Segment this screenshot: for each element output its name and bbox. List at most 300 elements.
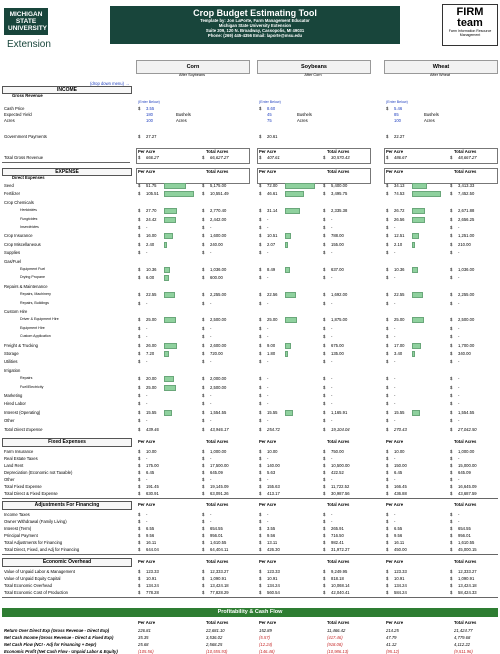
direct-per-acre-5-2[interactable]: - [394,225,396,230]
gross-total-dollar-0: $ [202,155,205,160]
fixed-total-dollar-4-1: $ [323,477,326,482]
profit-total-2-0: 2,568.25 [206,642,223,647]
direct-per-acre-13-0[interactable]: 22.55 [146,292,157,298]
direct-per-acre-3-2[interactable]: 26.72 [394,208,405,214]
crop-header-0[interactable]: Corn [136,60,250,74]
direct-per-dollar-14-0: $ [138,300,141,306]
direct-total-dollar-13-1: $ [323,292,326,298]
financing-per-dollar-1-0: $ [138,519,141,524]
direct-per-acre-25-0[interactable]: - [146,393,148,398]
direct-per-acre-27-2[interactable]: 15.55 [394,409,405,415]
per-acre-head-2: Per Acre [386,149,404,154]
gov-dollar-0: $ [138,134,141,139]
direct-per-acre-4-1[interactable]: - [267,216,269,222]
direct-total-dollar-28-0: $ [202,418,205,424]
direct-total-dollar-6-2: $ [450,233,453,239]
direct-row-label-17: Equipment Hire [20,325,45,330]
direct-total-21-2: - [458,359,460,365]
fixed-per-acre-5-1: 155.63 [267,484,280,489]
direct-per-acre-20-2[interactable]: 3.40 [394,351,403,356]
direct-total-25-0: - [210,393,212,398]
financing-total-dollar-5-1: $ [323,547,326,552]
fixed-per-acre-head-1: Per Acre [259,439,277,444]
direct-per-acre-8-1[interactable]: - [267,250,269,256]
direct-total-dollar-25-1: $ [323,393,326,398]
direct-total-dollar-28-2: $ [450,418,453,424]
direct-per-acre-19-1[interactable]: 9.00 [267,342,276,348]
direct-per-acre-29-0: 439.46 [146,426,159,432]
direct-total-dollar-28-1: $ [323,418,326,424]
direct-per-dollar-20-0: $ [138,351,141,356]
direct-per-acre-3-0[interactable]: 27.70 [146,208,157,214]
direct-per-dollar-14-1: $ [259,300,262,306]
direct-total-dollar-21-2: $ [450,359,453,365]
direct-per-dollar-17-1: $ [259,325,262,331]
financing-per-acre-2-0: 6.55 [146,526,155,531]
direct-per-acre-28-1[interactable]: - [267,418,269,424]
direct-per-acre-14-1[interactable]: - [267,300,269,306]
direct-row-label-3: Herbicides [20,208,37,213]
direct-per-acre-1-1[interactable]: 46.61 [267,191,278,197]
direct-per-acre-10-0[interactable]: 10.36 [146,267,157,272]
direct-total-11-1: - [331,275,333,281]
financing-per-acre-3-0: 9.56 [146,533,155,538]
fixed-per-dollar-6-1: $ [259,491,262,496]
direct-total-dollar-11-0: $ [202,275,205,281]
yield-input-2[interactable]: 85 [394,112,399,117]
financing-total-dollar-2-1: $ [323,526,326,531]
financing-total-head-2: Total Acres [454,502,477,507]
direct-total-7-1: 155.00 [331,241,344,247]
overhead-per-acre-1-0: 10.91 [146,576,157,581]
direct-per-acre-26-2[interactable]: - [394,401,396,407]
direct-row-label-25: Marketing [4,393,23,398]
fixed-total-dollar-0-0: $ [202,449,205,454]
direct-per-dollar-0-1: $ [259,183,262,188]
direct-per-acre-14-0[interactable]: - [146,300,148,306]
direct-per-acre-10-1[interactable]: 8.49 [267,267,276,272]
acres-input-0[interactable]: 100 [146,118,153,123]
fixed-per-dollar-4-2: $ [386,477,389,482]
gov-dollar-1: $ [259,134,262,139]
direct-per-acre-5-1[interactable]: - [267,225,269,230]
direct-per-acre-17-1[interactable]: - [267,325,269,331]
direct-total-dollar-24-0: $ [202,384,205,390]
direct-per-acre-4-2[interactable]: 26.56 [394,216,405,222]
direct-per-acre-27-0[interactable]: 15.55 [146,409,157,415]
direct-share-bar-20-2 [412,351,415,357]
direct-total-dollar-17-1: $ [323,325,326,331]
crop-previous-1: After Corn [304,73,322,77]
direct-total-16-0: 2,500.00 [210,317,227,323]
enter-below-0: (Enter Below) [138,100,160,104]
fixed-total-3-2: 645.09 [458,470,471,475]
yield-input-0[interactable]: 180 [146,112,153,117]
direct-per-acre-10-2[interactable]: 10.36 [394,267,405,272]
financing-total-dollar-4-0: $ [202,540,205,545]
fixed-total-1-0: - [210,456,212,461]
financing-per-dollar-3-1: $ [259,533,262,538]
financing-per-acre-0-1: - [267,512,269,517]
cash-price-input-2[interactable]: 5.46 [394,106,403,111]
title-panel [110,6,400,44]
direct-total-dollar-27-1: $ [323,409,326,415]
fixed-total-3-1: 422.52 [331,470,344,475]
direct-per-acre-11-2[interactable]: - [394,275,396,281]
fixed-total-dollar-1-0: $ [202,456,205,461]
profit-per-acre-2-2: 41.12 [386,642,397,647]
direct-per-acre-head-0: Per Acre [138,169,156,174]
fixed-per-acre-5-2: 166.45 [394,484,407,489]
overhead-per-dollar-0-2: $ [386,569,389,574]
direct-per-dollar-23-2: $ [386,376,389,382]
financing-per-acre-4-0: 16.11 [146,540,157,545]
profit-per-acre-1-0: 35.35 [138,635,149,640]
direct-total-28-0: - [210,418,212,424]
direct-share-bar-7-0 [164,242,167,248]
direct-per-acre-23-1[interactable]: - [267,376,269,382]
direct-per-dollar-24-0: $ [138,384,141,390]
direct-per-acre-8-0[interactable]: - [146,250,148,256]
credit-line-3: Suite 209, 120 N. Broadway, Cassopolis, MI 49031 [205,28,305,33]
gross-per-dollar-1: $ [259,155,262,160]
acres-input-1[interactable]: 75 [267,118,272,123]
financing-total-dollar-2-2: $ [450,526,453,531]
financing-total-3-0: 956.01 [210,533,223,538]
yield-unit-1: Bushels [297,112,312,117]
direct-per-dollar-4-0: $ [138,216,141,222]
expected-yield-label: Expected Yield [4,112,32,117]
direct-per-dollar-25-1: $ [259,393,262,398]
direct-per-dollar-19-0: $ [138,342,141,348]
direct-per-acre-17-0[interactable]: - [146,325,148,331]
direct-per-dollar-7-2: $ [386,241,389,247]
direct-per-acre-1-0[interactable]: 105.51 [146,191,159,197]
direct-total-dollar-6-1: $ [323,233,326,239]
direct-per-acre-14-2[interactable]: - [394,300,396,306]
direct-share-bar-7-1 [285,242,288,248]
financing-header: Adjustments For Financing [2,501,132,510]
direct-per-acre-7-2[interactable]: 2.10 [394,241,403,247]
direct-per-acre-26-0[interactable]: - [146,401,148,407]
direct-per-acre-18-2[interactable]: - [394,334,396,340]
direct-per-acre-8-2[interactable]: - [394,250,396,256]
direct-per-dollar-5-2: $ [386,225,389,230]
direct-total-dollar-3-0: $ [202,208,205,214]
fixed-total-6-1: 30,987.56 [331,491,350,496]
direct-per-acre-6-2[interactable]: 12.51 [394,233,405,239]
direct-total-27-0: 1,554.55 [210,409,227,415]
financing-per-dollar-0-2: $ [386,512,389,517]
financing-per-acre-0-2: - [394,512,396,517]
direct-total-dollar-7-1: $ [323,241,326,247]
direct-total-11-2: - [458,275,460,281]
overhead-per-acre-head-2: Per Acre [386,559,404,564]
direct-per-acre-7-0[interactable]: 2.40 [146,241,155,247]
overhead-per-dollar-3-2: $ [386,590,389,595]
financing-total-dollar-1-1: $ [323,519,326,524]
fixed-total-dollar-4-0: $ [202,477,205,482]
direct-per-acre-13-2[interactable]: 22.55 [394,292,405,298]
direct-per-acre-24-1[interactable]: - [267,384,269,390]
financing-total-4-1: 982.41 [331,540,344,545]
fixed-per-acre-head-0: Per Acre [138,439,156,444]
overhead-total-dollar-2-2: $ [450,583,453,588]
overhead-total-dollar-0-0: $ [202,569,205,574]
direct-total-5-1: - [331,225,333,230]
overhead-per-dollar-2-2: $ [386,583,389,588]
direct-total-7-2: 210.00 [458,241,471,247]
direct-share-bar-0-1 [285,183,315,189]
financing-row-label-4: Total Adjustments for Financing [4,540,63,545]
direct-per-acre-13-1[interactable]: 22.56 [267,292,278,298]
direct-per-acre-20-1[interactable]: 1.80 [267,351,276,356]
direct-total-29-1: 19,104.04 [331,426,350,432]
crop-header-1[interactable]: Soybeans [257,60,371,74]
acres-unit-2: Acres [424,118,435,123]
direct-per-dollar-27-0: $ [138,409,141,415]
direct-per-acre-16-0[interactable]: 25.00 [146,317,157,323]
direct-row-label-20: Storage [4,351,19,356]
yield-input-1[interactable]: 45 [267,112,272,117]
total-gross-label: Total Gross Revenue [4,155,44,160]
financing-total-head-1: Total Acres [327,502,350,507]
direct-per-dollar-29-2: $ [386,426,389,432]
direct-total-dollar-18-2: $ [450,334,453,340]
direct-total-0-1: 5,400.00 [331,183,348,188]
direct-per-acre-11-0[interactable]: 6.00 [146,275,155,281]
direct-per-acre-6-1[interactable]: 10.51 [267,233,278,239]
direct-per-dollar-18-2: $ [386,334,389,340]
crop-header-2[interactable]: Wheat [384,60,498,74]
direct-total-dollar-26-1: $ [323,401,326,407]
direct-per-acre-11-1[interactable]: - [267,275,269,281]
fixed-per-acre-1-2: - [394,456,396,461]
direct-per-dollar-1-1: $ [259,191,262,197]
direct-per-dollar-3-2: $ [386,208,389,214]
direct-row-label-21: Utilities [4,359,18,365]
direct-row-label-4: Fungicides [20,216,38,221]
financing-total-0-2: - [458,512,460,517]
financing-total-dollar-0-0: $ [202,512,205,517]
direct-total-23-1: - [331,376,333,382]
profit-row-label-3: Economic Profit (Net Cash Flow - Unpaid Labor & Equity) [4,649,118,654]
financing-total-5-2: 45,000.15 [458,547,477,552]
direct-total-dollar-5-1: $ [323,225,326,230]
fixed-header: Fixed Expenses [2,438,132,447]
total-acres-head-2: Total Acres [454,149,477,154]
overhead-total-1-1: 818.18 [331,576,344,581]
direct-per-acre-17-2[interactable]: - [394,325,396,331]
direct-share-bar-13-0 [164,292,175,298]
direct-total-14-0: - [210,300,212,306]
overhead-row-label-1: Value of Unpaid Equity Capital [4,576,61,581]
overhead-per-acre-0-1: 123.33 [267,569,280,574]
overhead-per-dollar-0-1: $ [259,569,262,574]
direct-share-bar-16-0 [164,317,176,323]
profit-row-label-1: Net Cash Income (Gross Revenue - Direct & Fixed Exp) [4,635,114,640]
direct-per-acre-24-2[interactable]: - [394,384,396,390]
profit-total-2-1: (918.08) [327,642,343,647]
direct-per-dollar-26-2: $ [386,401,389,407]
direct-total-17-0: - [210,325,212,331]
fixed-total-dollar-6-1: $ [323,491,326,496]
price-dollar-0: $ [138,106,141,111]
direct-per-acre-21-0[interactable]: - [146,359,148,365]
fixed-total-dollar-5-1: $ [323,484,326,489]
profit-total-3-1: (10,986.13) [327,649,349,654]
fixed-total-4-2: - [458,477,460,482]
direct-per-acre-21-1[interactable]: - [267,359,269,365]
direct-total-24-1: - [331,384,333,390]
fixed-total-3-0: 645.09 [210,470,223,475]
direct-per-acre-1-2[interactable]: 74.53 [394,191,405,197]
direct-row-label-14: Repairs, Buildings [20,300,49,305]
overhead-per-acre-1-2: 10.91 [394,576,405,581]
direct-total-20-1: 135.00 [331,351,344,356]
fixed-total-0-1: 750.00 [331,449,344,454]
fixed-total-dollar-3-2: $ [450,470,453,475]
overhead-total-2-0: 13,424.18 [210,583,229,588]
financing-total-dollar-1-0: $ [202,519,205,524]
direct-total-dollar-24-2: $ [450,384,453,390]
direct-per-acre-5-0[interactable]: - [146,225,148,230]
fixed-total-1-2: - [458,456,460,461]
gov-dollar-2: $ [386,134,389,139]
direct-per-acre-20-0[interactable]: 7.20 [146,351,155,356]
financing-row-label-5: Total Direct, Fixed, and Adj for Financing [4,547,80,552]
financing-total-dollar-1-2: $ [450,519,453,524]
direct-per-acre-27-1[interactable]: 15.55 [267,409,278,415]
direct-per-acre-18-0[interactable]: - [146,334,148,340]
direct-per-dollar-29-0: $ [138,426,141,432]
direct-per-acre-19-0[interactable]: 26.00 [146,342,157,348]
direct-per-acre-25-1[interactable]: - [267,393,269,398]
financing-total-head-0: Total Acres [206,502,229,507]
fixed-total-dollar-6-2: $ [450,491,453,496]
direct-total-dollar-13-0: $ [202,292,205,298]
financing-total-0-0: - [210,512,212,517]
acres-input-2[interactable]: 100 [394,118,401,123]
direct-per-dollar-28-2: $ [386,418,389,424]
direct-per-acre-28-0[interactable]: - [146,418,148,424]
fixed-row-label-0: Farm Insurance [4,449,34,454]
direct-per-acre-18-1[interactable]: - [267,334,269,340]
direct-per-acre-24-0[interactable]: 25.00 [146,384,157,390]
direct-total-16-2: 2,500.00 [458,317,475,323]
fixed-total-0-2: 1,000.00 [458,449,475,454]
firm-team-logo [442,4,498,46]
fixed-per-acre-6-0: 630.91 [146,491,159,496]
profit-per-acre-3-2: (95.12) [386,649,400,654]
direct-total-dollar-5-0: $ [202,225,205,230]
financing-per-dollar-4-2: $ [386,540,389,545]
financing-total-dollar-5-0: $ [202,547,205,552]
overhead-per-acre-3-1: 560.54 [267,590,280,595]
overhead-per-acre-3-2: 584.24 [394,590,407,595]
fixed-total-head-2: Total Acres [454,439,477,444]
direct-total-14-2: - [458,300,460,306]
direct-per-acre-19-2[interactable]: 17.00 [394,342,405,348]
fixed-per-acre-5-0: 191.45 [146,484,159,489]
direct-per-dollar-19-1: $ [259,342,262,348]
direct-per-acre-4-0[interactable]: 24.42 [146,216,157,222]
direct-row-label-0: Seed [4,183,14,188]
direct-share-bar-10-0 [164,267,170,273]
direct-per-dollar-7-0: $ [138,241,141,247]
gross-per-dollar-2: $ [386,155,389,160]
direct-per-acre-25-2[interactable]: - [394,393,396,398]
fixed-total-2-2: 15,000.00 [458,463,477,468]
fixed-total-0-0: 1,000.00 [210,449,227,454]
direct-per-acre-0-0[interactable]: 51.75 [146,183,157,188]
fixed-per-acre-head-2: Per Acre [386,439,404,444]
direct-per-dollar-21-0: $ [138,359,141,365]
financing-row-label-0: Income Taxes [4,512,30,517]
direct-per-acre-23-2[interactable]: - [394,376,396,382]
direct-expenses-label: Direct Expenses [12,175,45,180]
direct-share-bar-19-2 [412,343,421,349]
direct-per-dollar-28-1: $ [259,418,262,424]
financing-per-dollar-3-0: $ [138,533,141,538]
direct-per-acre-0-1[interactable]: 72.00 [267,183,278,188]
direct-per-dollar-11-2: $ [386,275,389,281]
fixed-per-dollar-5-2: $ [386,484,389,489]
direct-per-acre-21-2[interactable]: - [394,359,396,365]
direct-share-bar-19-0 [164,343,177,349]
direct-per-acre-16-1[interactable]: 25.00 [267,317,278,323]
direct-row-label-26: Hired Labor [4,401,26,407]
direct-per-acre-23-0[interactable]: 20.00 [146,376,157,382]
direct-per-acre-0-2[interactable]: 34.13 [394,183,405,188]
direct-share-bar-24-0 [164,385,176,391]
overhead-total-dollar-1-1: $ [323,576,326,581]
overhead-total-dollar-1-2: $ [450,576,453,581]
direct-per-acre-7-1[interactable]: 2.07 [267,241,276,247]
direct-total-dollar-27-0: $ [202,409,205,415]
fixed-total-6-0: 63,091.26 [210,491,229,496]
direct-total-dollar-10-1: $ [323,267,326,272]
direct-share-bar-4-2 [412,217,425,223]
profit-total-0-2: 21,424.77 [454,628,473,633]
direct-row-label-7: Crop Miscellaneous [4,241,41,247]
financing-total-4-2: 1,610.55 [458,540,475,545]
direct-share-bar-27-1 [285,410,293,416]
direct-total-18-0: - [210,334,212,340]
profit-row-label-2: Net Cash Flow (NCI - Adj for Financing + Depr) [4,642,97,647]
financing-per-dollar-2-1: $ [259,526,262,531]
cash-price-input-0[interactable]: 3.55 [146,106,155,111]
direct-per-acre-28-2[interactable]: - [394,418,396,424]
direct-per-acre-26-1[interactable]: - [267,401,269,407]
fixed-per-dollar-4-1: $ [259,477,262,482]
overhead-per-dollar-3-1: $ [259,590,262,595]
direct-per-acre-16-2[interactable]: 25.00 [394,317,405,323]
direct-per-acre-3-1[interactable]: 31.14 [267,208,278,214]
direct-total-dollar-7-2: $ [450,241,453,247]
direct-total-18-2: - [458,334,460,340]
direct-per-dollar-10-0: $ [138,267,141,272]
direct-per-dollar-27-2: $ [386,409,389,415]
cash-price-input-1[interactable]: 8.60 [267,106,276,111]
direct-per-acre-6-0[interactable]: 16.00 [146,233,157,239]
fixed-total-6-2: 43,687.59 [458,491,477,496]
profit-total-0-0: 22,681.10 [206,628,225,633]
direct-share-bar-4-0 [164,217,176,223]
overhead-per-dollar-0-0: $ [138,569,141,574]
fixed-per-acre-0-0: 10.00 [146,449,157,454]
gross-per-acre-2: 486.67 [394,155,407,160]
